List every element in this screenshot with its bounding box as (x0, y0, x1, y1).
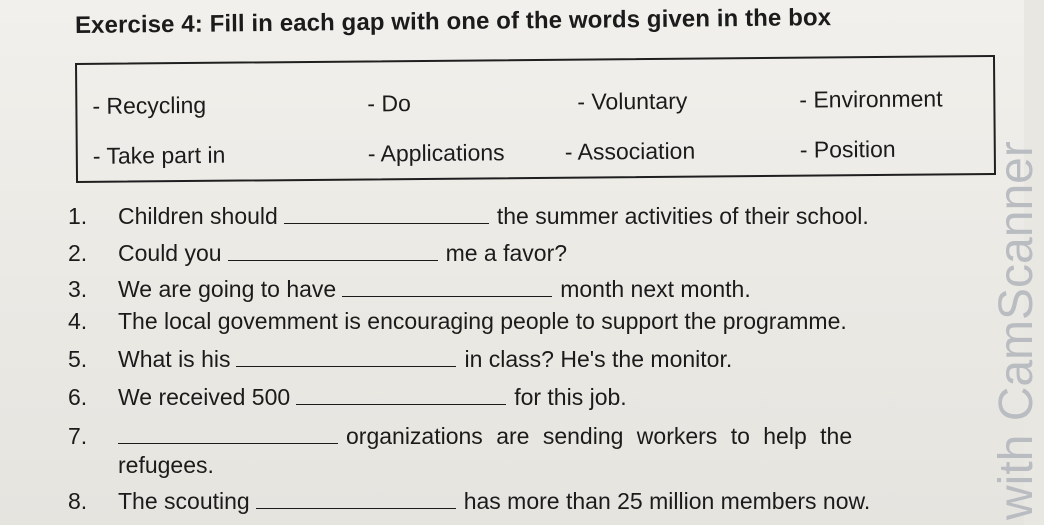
question-2 (68, 237, 567, 267)
question-text-after: in class? He's the monitor. (464, 346, 733, 372)
question-3 (68, 273, 751, 303)
word-take-part-in: - Take part in (92, 141, 226, 169)
word-environment: - Environment (799, 85, 943, 113)
question-number: 3. (68, 276, 88, 302)
watermark-text: with CamScanner (990, 141, 1043, 520)
answer-blank[interactable] (342, 273, 552, 297)
answer-blank[interactable] (118, 420, 338, 444)
question-8 (68, 485, 870, 515)
answer-blank[interactable] (228, 237, 438, 261)
answer-blank[interactable] (256, 485, 456, 509)
question-text-before: Children should (118, 203, 278, 229)
question-6 (68, 381, 627, 411)
question-text-after: organizations are sending workers to help the (346, 423, 853, 449)
answer-blank[interactable] (236, 343, 456, 367)
question-number: 2. (68, 240, 88, 266)
word-do: - Do (367, 90, 411, 117)
camscanner-watermark (985, 0, 1043, 525)
question-5 (68, 343, 732, 373)
question-text-before: We received 500 (118, 384, 291, 410)
word-applications: - Applications (367, 139, 505, 167)
question-number: 1. (68, 203, 88, 229)
question-text-after: month next month. (560, 276, 751, 302)
answer-blank[interactable] (284, 200, 489, 224)
word-voluntary: - Voluntary (577, 87, 688, 115)
question-text: The local govemment is encouraging people to support the programme. (118, 308, 847, 334)
question-1 (68, 200, 869, 230)
question-text-before: Could you (118, 240, 222, 266)
question-7-line-2: refugees. (118, 452, 214, 478)
question-number: 7. (68, 423, 88, 449)
question-number: 5. (68, 346, 88, 372)
question-text-before: The scouting (118, 488, 250, 514)
word-recycling: - Recycling (92, 91, 207, 119)
question-text-before: What is his (118, 346, 231, 372)
question-number: 4. (68, 308, 88, 334)
question-text-after: has more than 25 million members now. (463, 488, 871, 514)
question-number: 6. (68, 384, 88, 410)
question-7 (68, 420, 852, 450)
question-text-after: me a favor? (445, 240, 568, 266)
answer-blank[interactable] (296, 381, 506, 405)
question-text-after: for this job. (514, 384, 627, 410)
question-number: 8. (68, 488, 88, 514)
question-text-after: the summer activities of their school. (496, 203, 869, 229)
question-4 (68, 308, 847, 335)
exercise-title: Exercise 4: Fill in each gap with one of the words given in the box (74, 4, 832, 39)
word-box (75, 55, 996, 183)
word-position: - Position (799, 135, 896, 163)
word-association: - Association (564, 137, 696, 165)
question-text-before: We are going to have (118, 276, 337, 302)
